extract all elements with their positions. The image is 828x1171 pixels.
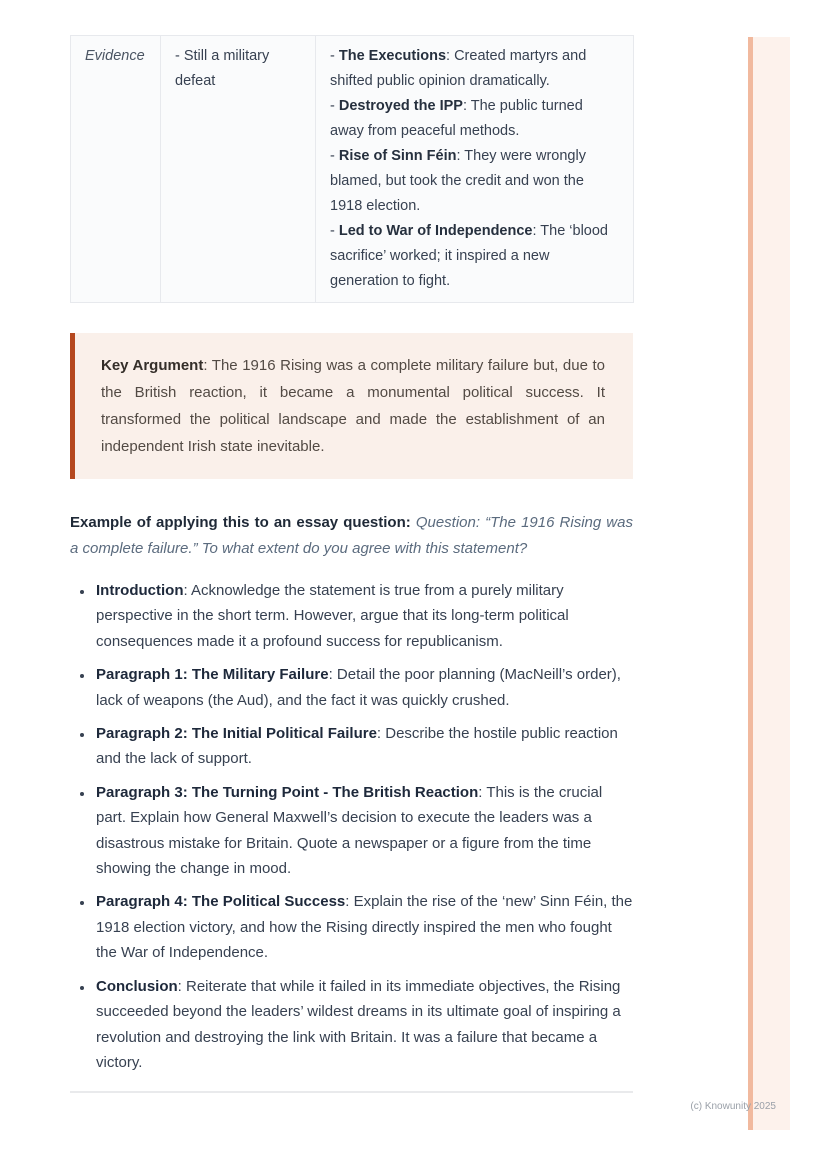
- list-item-text: : Describe the hostile public reaction and the lack of support.: [96, 725, 618, 768]
- key-argument-callout: [70, 333, 633, 479]
- essay-plan-list: [70, 578, 633, 1075]
- detail-lead: Destroyed the IPP: [338, 98, 463, 114]
- callout-text: : The 1916 Rising was a complete military failure but, due to the British reaction, it became a monumental political success. It transformed the political landscape and made the establishment of an independent Irish state inevitable.: [101, 357, 605, 455]
- document-content: [70, 35, 633, 1093]
- list-item-lead: Paragraph 4: The Political Success: [96, 893, 346, 911]
- detail-dash: -: [330, 98, 339, 114]
- list-item-paragraph-3: [94, 780, 633, 882]
- example-lead: Example of applying this to an essay question:: [70, 514, 411, 531]
- detail-item: [330, 219, 619, 294]
- list-item-text: : This is the crucial part. Explain how General Maxwell’s decision to execute the leaders was a disastrous mistake for Britain. Quote a newspaper or a figure from the time showing the change in mood.: [96, 783, 603, 878]
- table-cell-point: [161, 36, 316, 303]
- list-item-text: : Detail the poor planning (MacNeill’s order), lack of weapons (the Aud), and the fact it was quickly crushed.: [96, 666, 621, 709]
- detail-text: : The ‘blood sacrifice’ worked; it inspired a new generation to fight.: [330, 223, 608, 289]
- copyright-text: (c) Knowunity 2025: [690, 1101, 776, 1112]
- page-edge-stripe: [748, 37, 790, 1130]
- list-item-conclusion: [94, 974, 633, 1076]
- list-item-lead: Paragraph 2: The Initial Political Failure: [96, 725, 377, 743]
- list-item-text: : Reiterate that while it failed in its immediate objectives, the Rising succeeded beyond the leaders’ wildest dreams in its ultimate goal of inspiring a revolution and destroying the link with Britain. It was a failure that became a victory.: [96, 977, 621, 1071]
- list-item-lead: Paragraph 1: The Military Failure: [96, 666, 329, 684]
- detail-lead: Led to War of Independence: [338, 223, 533, 239]
- list-item-lead: Paragraph 3: The Turning Point - The British Reaction: [96, 783, 479, 801]
- detail-item: [330, 94, 619, 144]
- detail-text: : The public turned away from peaceful methods.: [330, 98, 583, 139]
- list-item-introduction: [94, 578, 633, 654]
- table-cell-details: [316, 36, 634, 303]
- bottom-divider: [70, 1091, 633, 1093]
- list-item-paragraph-4: [94, 889, 633, 965]
- list-item-paragraph-1: [94, 662, 633, 713]
- detail-lead: The Executions: [338, 48, 447, 64]
- detail-lead: Rise of Sinn Féin: [338, 148, 457, 164]
- detail-item: [330, 144, 619, 219]
- list-item-lead: Conclusion: [96, 977, 178, 995]
- table-row: [71, 36, 634, 303]
- list-item-paragraph-2: [94, 721, 633, 772]
- detail-item: [330, 44, 619, 94]
- list-item-lead: Introduction: [96, 582, 184, 599]
- detail-text: : Created martyrs and shifted public opinion dramatically.: [330, 48, 587, 89]
- list-item-text: : Acknowledge the statement is true from a purely military perspective in the short term. However, argue that its long-term political consequences made it a profound success for republicanism.: [96, 582, 569, 650]
- detail-dash: -: [330, 223, 339, 239]
- point-text: - Still a military defeat: [175, 48, 270, 89]
- table-cell-evidence-label: [71, 36, 161, 303]
- evidence-label: Evidence: [85, 48, 145, 64]
- example-question: Question: “The 1916 Rising was a complete failure.” To what extent do you agree with this statement?: [70, 514, 633, 557]
- callout-lead: Key Argument: [101, 357, 204, 374]
- notes-table: [70, 35, 634, 303]
- detail-text: : They were wrongly blamed, but took the credit and won the 1918 election.: [330, 148, 586, 214]
- detail-dash: -: [330, 48, 339, 64]
- detail-dash: -: [330, 148, 339, 164]
- list-item-text: : Explain the rise of the ‘new’ Sinn Féin, the 1918 election victory, and how the Rising directly inspired the men who fought the War of Independence.: [96, 893, 633, 962]
- essay-example-paragraph: [70, 510, 633, 562]
